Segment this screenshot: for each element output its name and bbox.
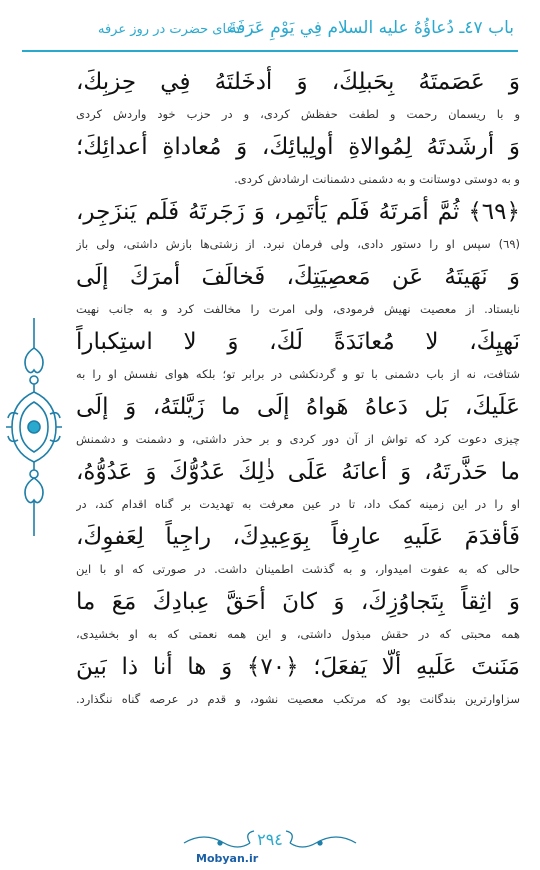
translation-line: سزاوارترین بندگانت بود که مرتکب معصیت نشود، و قدم در عرصه گناه ننگذارد. — [76, 692, 520, 706]
arabic-line: مَنَنتَ عَلَيهِ ألّا يَفعَلَ؛ ﴿٧٠﴾ وَ ها أنا ذا بَينَ — [76, 654, 520, 680]
verse-block — [76, 385, 520, 450]
section-subtitle: دعای حضرت در روز عرفه — [98, 22, 240, 37]
side-ornament-icon — [4, 318, 64, 536]
arabic-line: نَهيِكَ، لا مُعانَدَةً لَكَ، وَ لا استِكباراً — [76, 329, 520, 355]
verse-block — [76, 320, 520, 385]
translation-line: نایستاد. از معصیت نهیش فرمودی، ولی امرت را مخالفت کرد و به جانب نهیت — [76, 302, 520, 316]
arabic-line: وَ نَهَيتَهُ عَن مَعصِيَتِكَ، فَخالَفَ أمرَكَ إلَى — [76, 264, 520, 290]
arabic-line: وَ اثِقاً بِتَجاوُزِكَ، وَ كانَ أحَقَّ عِبادِكَ مَعَ ما — [76, 589, 520, 615]
prayer-text — [76, 60, 520, 710]
verse-block — [76, 515, 520, 580]
translation-line: (٦٩) سپس او را دستور دادی، ولی فرمان نبرد. از زشتی‌ها بازش داشتی، ولی باز — [76, 237, 520, 251]
translation-line: حالی که به عفوت امیدوار، و به گذشت اطمینان داشت. در صورتی که او با این — [76, 562, 520, 576]
translation-line: شتافت، نه از باب دشمنی با تو و گردنکشی در برابر تو؛ بلکه هوای نفسش او را به — [76, 367, 520, 381]
arabic-line: فَأقدَمَ عَلَيهِ عارِفاً بِوَعِيدِكَ، راجِياً لِعَفوِكَ، — [76, 524, 520, 550]
translation-line: چیزی دعوت کرد که تواش از آن دور کردی و بر حذر داشتی، و دشمنت و دشمنش — [76, 432, 520, 446]
translation-line: همه محبتی که در حقش مبذول داشتی، و این همه نعمتی که به او بخشیدی، — [76, 627, 520, 641]
verse-block — [76, 60, 520, 125]
translation-line: او را در این زمینه کمک داد، تا در عین معرفت به تهدیدت بر گناه اقدام کند، در — [76, 497, 520, 511]
verse-block — [76, 450, 520, 515]
arabic-line: ﴿٦٩﴾ ثُمَّ أمَرتَهُ فَلَم يَأتَمِر، وَ زَجَرتَهُ فَلَم يَنزَجِر، — [76, 199, 520, 225]
translation-line: و با ریسمان رحمت و لطفت حفظش کردی، و در حزب خود واردش کردی — [76, 107, 520, 121]
verse-block — [76, 190, 520, 255]
arabic-line: وَ أرشَدتَهُ لِمُوالاةِ أولِيائِكَ، وَ مُعاداةِ أعدائِكَ؛ — [76, 134, 520, 160]
site-watermark[interactable]: Mobyan.ir — [196, 852, 259, 865]
chapter-title: باب ٤٧ـ دُعاؤُهُ عليه السلام فِي يَوْمِ عَرَفَةَ — [228, 18, 514, 38]
arabic-line: ما حَذَّرتَهُ، وَ أعانَهُ عَلَى ذٰلِكَ عَدُوُّكَ وَ عَدُوُّهُ، — [76, 459, 520, 485]
verse-block — [76, 125, 520, 190]
arabic-line: وَ عَصَمتَهُ بِحَبلِكَ، وَ أدخَلتَهُ فِي حِزبِكَ، — [76, 69, 520, 95]
verse-block — [76, 645, 520, 710]
page-number: ٢٩٤ — [257, 830, 283, 849]
header-divider — [22, 50, 518, 52]
translation-line: و به دوستی دوستانت و به دشمنی دشمنانت ارشادش کردی. — [234, 172, 520, 186]
verse-block — [76, 255, 520, 320]
arabic-line: عَلَيكَ، بَل دَعاهُ هَواهُ إلَى ما زَيَّلتَهُ، وَ إلَى — [76, 394, 520, 420]
page-header — [0, 0, 540, 58]
verse-block — [76, 580, 520, 645]
